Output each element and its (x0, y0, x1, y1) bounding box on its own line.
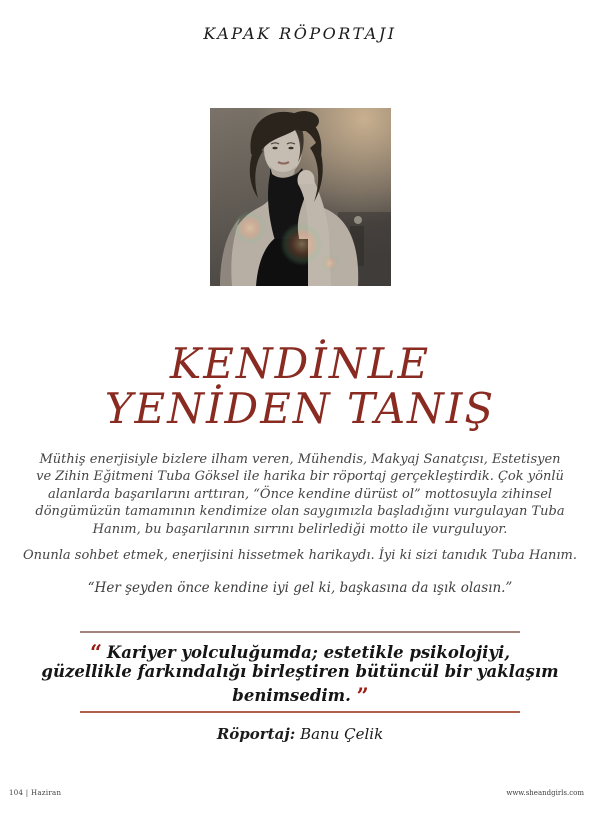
footer-page-number: 104 | Haziran (9, 789, 62, 797)
pull-quote-line1 (35, 639, 565, 663)
close-quote-mark: ” (356, 682, 368, 708)
pull-quote-rule-top (80, 631, 520, 633)
byline (0, 725, 600, 743)
pull-quote (35, 639, 565, 706)
footer-website: www.sheandgirls.com (506, 789, 584, 797)
portrait-photo-image (210, 108, 391, 286)
article-title-line2: YENİDEN TANIŞ (104, 383, 496, 433)
open-quote-mark: “ (90, 639, 102, 665)
intro-paragraph: Müthiş enerjisiyle bizlere ilham veren, Mühendis, Makyaj Sanatçısı, Estetisyen ve Zihin Eğitmeni Tuba Göksel ile harika bir röportaj gerçekleştirdik. Çok yönlü alanlarda başarılarını arttıran, “Önce kendine dürüst ol” mottosuyla zihinsel döngümüzün tamamının kendimize olan saygımızla başladığını vurgulayan Tuba Hanım, bu başarılarının sırrını belirlediği motto ile vurguluyor. (35, 452, 565, 537)
pull-quote-text1: Kariyer yolculuğumda; estetikle psikolojiyi, (106, 642, 510, 662)
portrait-photo (210, 108, 391, 286)
pull-quote-text2: güzellikle farkındalığı birleştiren bütüncül bir yaklaşım benimsedim. (41, 661, 559, 705)
byline-label: Röportaj: (216, 724, 296, 743)
article-title (0, 339, 600, 433)
section-kicker: KAPAK RÖPORTAJI (203, 24, 397, 43)
pull-quote-rule-bottom (80, 711, 520, 713)
inline-quote: “Her şeyden önce kendine iyi gel ki, başkasına da ışık olasın.” (87, 579, 513, 596)
byline-name: Banu Çelik (300, 724, 384, 743)
pull-quote-line2 (35, 663, 565, 706)
second-paragraph: Onunla sohbet etmek, enerjisini hissetmek harikaydı. İyi ki sizi tanıdık Tuba Hanım. (22, 548, 578, 564)
article-title-line1: KENDİNLE (169, 339, 431, 388)
